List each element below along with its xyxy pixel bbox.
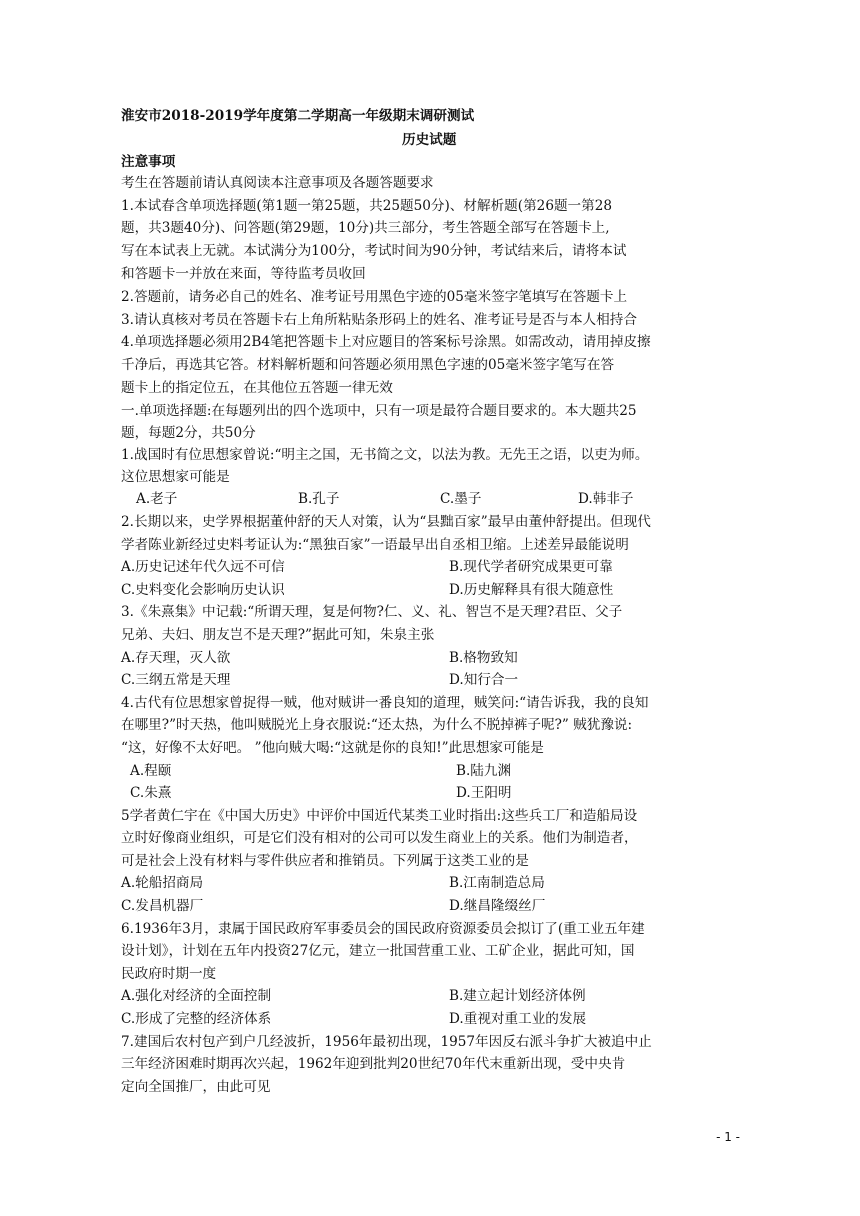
option-a: A.强化对经济的全面控制 xyxy=(121,988,272,1004)
option-d: D.韩非子 xyxy=(578,491,634,507)
option-a: A.轮船招商局 xyxy=(121,875,204,891)
option-d: D.王阳明 xyxy=(456,785,512,801)
question-stem: 5学者黄仁宇在《中国大历史》中评价中国近代某类工业时指出:这些兵工厂和造船局设 xyxy=(121,808,638,824)
question-stem: 学者陈业新经过史料考证认为:“黑独百家”一语最早出自丞相卫缩。上述差异最能说明 xyxy=(121,537,629,553)
option-a: A.程颐 xyxy=(130,763,172,779)
option-c: C.三纲五常是天理 xyxy=(121,672,231,688)
option-a: A.老子 xyxy=(136,491,178,507)
question-stem: 可是社会上没有材料与零件供应者和推销员。下列属于这类工业的是 xyxy=(121,853,529,869)
question-stem: 7.建国后农村包产到户几经波折，1956年最初出现，1957年因反右派斗争扩大被追中止 xyxy=(121,1034,652,1050)
question-stem: 1.战国时有位思想家曾说:“明主之国，无书简之文，以法为教。无先王之语，以吏为师。 xyxy=(121,447,649,463)
exam-title: 淮安市2018-2019学年度第二学期高一年级期末调研测试 xyxy=(121,108,475,124)
notice-line: 2.答题前，请务必自己的姓名、准考证号用黑色宇迹的05毫米签字笔填写在答题卡上 xyxy=(121,289,628,305)
option-d: D.重视对重工业的发展 xyxy=(449,1011,587,1027)
exam-subject-title: 历史试题 xyxy=(402,132,457,148)
question-stem: 4.古代有位思想家曾捉得一贼，他对贼讲一番良知的道理，贼笑问:“请告诉我，我的良知 xyxy=(121,695,649,711)
option-a: A.存天理，灭人欲 xyxy=(121,650,231,666)
option-d: D.继昌隆缀丝厂 xyxy=(449,898,546,914)
question-stem: 2.长期以来，史学界根据董仲舒的天人对策，认为“县黜百家”最早由董仲舒提出。但现代 xyxy=(121,514,651,530)
notice-heading: 注意事项 xyxy=(121,154,176,170)
question-stem: 6.1936年3月，隶属于国民政府军事委员会的国民政府资源委员会拟订了(重工业五年建 xyxy=(121,921,645,937)
option-c: C.形成了完整的经济体系 xyxy=(121,1011,272,1027)
question-stem: 设计划》，计划在五年内投资27亿元，建立一批国营重工业、工矿企业，据此可知，国 xyxy=(121,943,635,959)
notice-line: 题卡上的指定位五，在其他位五答题一律无效 xyxy=(121,380,393,396)
option-b: B.江南制造总局 xyxy=(449,875,545,891)
option-b: B.现代学者研究成果更可靠 xyxy=(449,559,613,575)
question-stem: 定向全国推厂，由此可见 xyxy=(121,1079,271,1095)
option-c: C.朱熹 xyxy=(130,785,172,801)
page-number: - 1 - xyxy=(716,1130,740,1144)
notice-line: 4.单项选择题必须用2B4笔把答题卡上对应题目的答案标号涂黑。如需改动，请用掉皮擦 xyxy=(121,334,651,350)
question-stem: 3.《朱熹集》中记载:“所谓天理，复是何物?仁、义、礼、智岂不是天理?君臣、父子 xyxy=(121,604,623,620)
option-c: C.史料变化会影响历史认识 xyxy=(121,582,285,598)
option-d: D.知行合一 xyxy=(449,672,519,688)
section-instructions: 题，每题2分，共50分 xyxy=(121,425,256,441)
question-stem: 在哪里?”时天热，他叫贼脱光上身衣服说:“还太热，为什么不脱掉裤子呢?” 贼犹豫说: xyxy=(121,717,633,733)
notice-line: 千净后，再选其它答。材料解析题和问答题必须用黑色字速的05毫米签字笔写在答 xyxy=(121,357,615,373)
option-c: C.发昌机器厂 xyxy=(121,898,204,914)
option-a: A.历史记述年代久远不可信 xyxy=(121,559,285,575)
notice-line: 写在本试表上无就。本试满分为100分，考试时间为90分钟，考试结来后，请将本试 xyxy=(121,243,627,259)
question-stem: “这，好像不太好吧。 ”他向贼大喝:“这就是你的良知!”此思想家可能是 xyxy=(121,740,544,756)
notice-line: 1.本试春含单项选择题(第1题一第25题，共25题50分)、材解析题(第26题一第28 xyxy=(121,198,613,214)
section-instructions: 一.单项选择题:在每题列出的四个选项中，只有一项是最符合题目要求的。本大题共25 xyxy=(121,403,637,419)
question-stem: 三年经济困难时期再次兴起，1962年迎到批判20世纪70年代末重新出现，受中央肯 xyxy=(121,1056,626,1072)
question-stem: 兄弟、夫妇、朋友岂不是天理?”据此可知，朱泉主张 xyxy=(121,627,435,643)
option-d: D.历史解释具有很大随意性 xyxy=(449,582,614,598)
option-b: B.建立起计划经济体例 xyxy=(449,988,586,1004)
option-b: B.格物致知 xyxy=(449,650,518,666)
question-stem: 立时好像商业组织，可是它们没有相对的公司可以发生商业上的关系。他们为制造者， xyxy=(121,830,638,846)
notice-line: 和答题卡一并放在来面，等待监考员收回 xyxy=(121,266,366,282)
option-b: B.孔子 xyxy=(298,491,340,507)
notice-line: 3.请认真核对考员在答题卡右上角所粘贴条形码上的姓名、准考证号是否与本人相持合 xyxy=(121,312,637,328)
option-b: B.陆九渊 xyxy=(456,763,512,779)
question-stem: 这位思想家可能是 xyxy=(121,469,230,485)
question-stem: 民政府时期一度 xyxy=(121,966,217,982)
option-c: C.墨子 xyxy=(440,491,482,507)
notice-line: 题，共3题40分)、问答题(第29题，10分)共三部分，考生答题全部写在答题卡上, xyxy=(121,220,610,236)
notice-line: 考生在答题前请认真阅读本注意事项及各题答题要求 xyxy=(121,175,434,191)
